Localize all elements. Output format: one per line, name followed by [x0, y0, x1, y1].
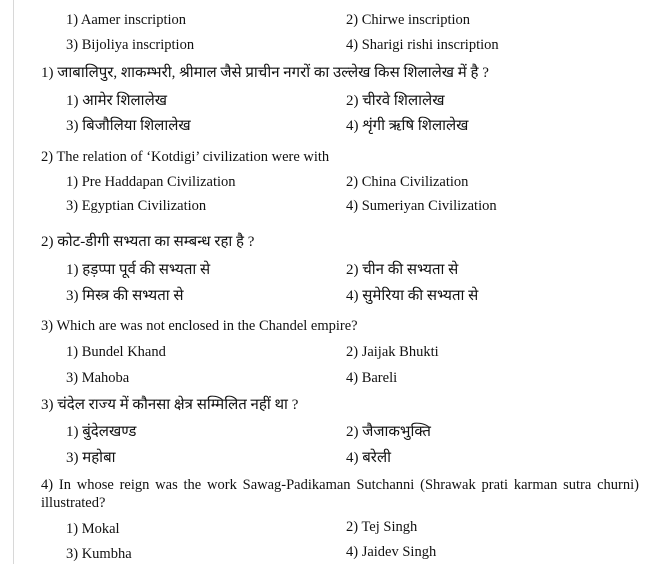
option-1: 1) Bundel Khand	[66, 344, 166, 360]
page-margin-line	[13, 0, 14, 564]
option-2: 2) Chirwe inscription	[346, 12, 471, 28]
option-1: 1) बुंदेलखण्ड	[66, 424, 137, 440]
option-2: 2) Tej Singh	[346, 519, 418, 535]
option-4: 4) Jaidev Singh	[346, 544, 437, 560]
option-2: 2) Jaijak Bhukti	[346, 344, 439, 360]
option-2: 2) जैजाकभुक्ति	[346, 424, 431, 440]
option-3: 3) Bijoliya inscription	[66, 37, 195, 53]
question-4-english: 4) In whose reign was the work Sawag-Padikaman Sutchanni (Shrawak prati karman sutra churni) illustrated?	[41, 477, 639, 511]
option-3: 3) मिस्त्र की सभ्यता से	[66, 288, 184, 304]
option-3: 3) बिजौलिया शिलालेख	[66, 118, 191, 134]
option-4: 4) Sumeriyan Civilization	[346, 198, 497, 214]
option-2: 2) चीन की सभ्यता से	[346, 262, 459, 278]
option-1: 1) Pre Haddapan Civilization	[66, 174, 236, 190]
question-3-hindi: 3) चंदेल राज्य में कौनसा क्षेत्र सम्मिलित नहीं था ?	[41, 397, 299, 413]
option-4: 4) सुमेरिया की सभ्यता से	[346, 288, 479, 304]
question-1-hindi: 1) जाबालिपुर, शाकम्भरी, श्रीमाल जैसे प्राचीन नगरों का उल्लेख किस शिलालेख में है ?	[41, 65, 489, 81]
option-2: 2) चीरवे शिलालेख	[346, 93, 445, 109]
option-4: 4) Bareli	[346, 370, 398, 386]
option-4: 4) बरेली	[346, 450, 392, 466]
question-2-hindi: 2) कोट-डीगी सभ्यता का सम्बन्ध रहा है ?	[41, 234, 255, 250]
option-1: 1) आमेर शिलालेख	[66, 93, 168, 109]
option-3: 3) Mahoba	[66, 370, 130, 386]
option-1: 1) हड़प्पा पूर्व की सभ्यता से	[66, 262, 211, 278]
option-3: 3) Egyptian Civilization	[66, 198, 207, 214]
option-1: 1) Mokal	[66, 521, 120, 537]
option-3: 3) महोबा	[66, 450, 116, 466]
option-1: 1) Aamer inscription	[66, 12, 187, 28]
question-3-english: 3) Which are was not enclosed in the Chandel empire?	[41, 318, 358, 334]
question-2-english: 2) The relation of ‘Kotdigi’ civilization were with	[41, 149, 330, 165]
option-2: 2) China Civilization	[346, 174, 469, 190]
option-4: 4) Sharigi rishi inscription	[346, 37, 499, 53]
option-4: 4) शृंगी ऋषि शिलालेख	[346, 118, 469, 134]
option-3: 3) Kumbha	[66, 546, 132, 562]
